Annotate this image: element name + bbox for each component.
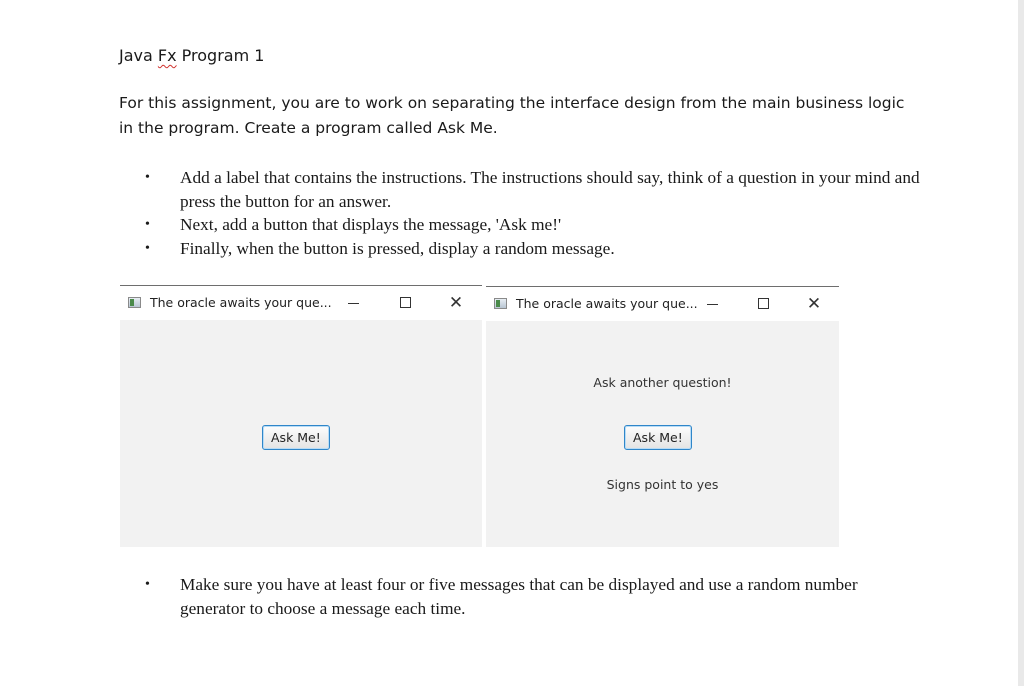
maximize-icon[interactable] (393, 292, 417, 314)
instruction-list (141, 166, 921, 260)
close-icon[interactable]: ✕ (448, 293, 464, 313)
oracle-window-initial (120, 285, 482, 547)
java-app-icon (128, 297, 141, 308)
list-item: • Add a label that contains the instructions. The instructions should say, think of a question in your mind and press the button for an answer. (145, 168, 920, 211)
window-titlebar (486, 287, 839, 321)
window-content (486, 321, 839, 547)
minimize-icon[interactable] (342, 292, 366, 314)
window-title: The oracle awaits your que... (150, 295, 332, 310)
bullet-icon: • (145, 217, 150, 232)
oracle-answer-label: Signs point to yes (606, 477, 719, 492)
bullet-icon: • (145, 577, 150, 592)
intro-paragraph: For this assignment, you are to work on separating the interface design from the main business logic in the program. Create a program called Ask Me. (119, 94, 905, 137)
minimize-icon[interactable] (701, 293, 725, 315)
list-item: • Finally, when the button is pressed, display a random message. (141, 237, 921, 261)
close-icon[interactable]: ✕ (806, 294, 822, 314)
spellcheck-word: Fx (157, 46, 177, 65)
bullet-icon: • (145, 240, 150, 256)
document-title: Java Fx Program 1 (119, 46, 265, 65)
window-titlebar (120, 286, 482, 320)
page-edge (1018, 0, 1024, 686)
window-title: The oracle awaits your que... (516, 296, 698, 311)
oracle-window-answered (486, 286, 839, 547)
ask-me-button[interactable]: Ask Me! (624, 425, 692, 450)
list-item: • Next, add a button that displays the message, 'Ask me!' (141, 213, 921, 237)
maximize-icon[interactable] (751, 293, 775, 315)
java-app-icon (494, 298, 507, 309)
requirements-list (141, 573, 921, 620)
ask-me-button[interactable]: Ask Me! (262, 425, 330, 450)
instruction-label: Ask another question! (593, 375, 732, 390)
window-content (120, 320, 482, 547)
list-item: • Make sure you have at least four or five messages that can be displayed and use a random number generator to choose a message each time. (145, 575, 858, 618)
bullet-icon: • (145, 170, 150, 185)
